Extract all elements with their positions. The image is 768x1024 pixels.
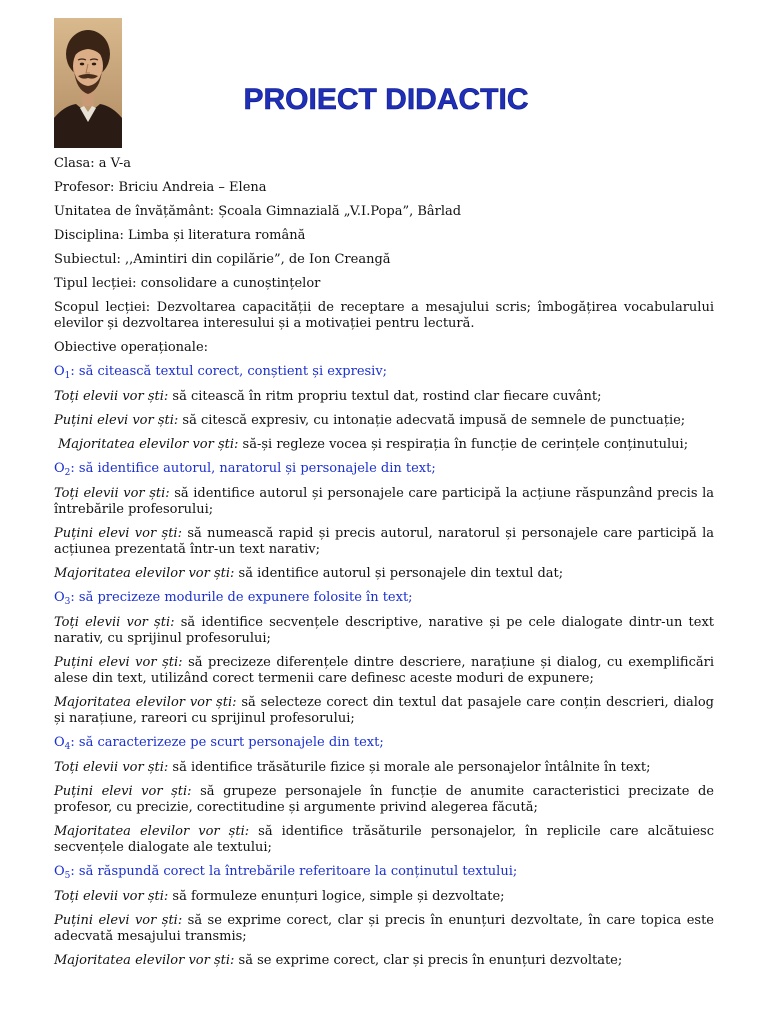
objective-1-toti: Toți elevii vor ști: să citească în ritm propriu textul dat, rostind clar fiecare cuvânt; <box>54 389 602 404</box>
clasa: Clasa: a V-a <box>54 156 132 171</box>
subiectul: Subiectul: ,,Amintiri din copilărie”, de Ion Creangă <box>54 252 391 267</box>
objective-4-majoritatea: Majoritatea elevilor vor ști: să identifice trăsăturile personajelor, în replicile care alcătuiesc secvențele dialogate ale textului; <box>54 824 714 855</box>
portrait-image <box>54 18 122 148</box>
objective-5: $O_5$: să răspundă corect la întrebările referitoare la conținutul textului; <box>54 864 518 881</box>
objective-5-putini: Puțini elevi vor ști: să se exprime corect, clar și precis în enunțuri dezvoltate, în care topica este adecvată mesajului transmis; <box>54 913 715 944</box>
tipul-lectiei: Tipul lecției: consolidare a cunoștințelor <box>54 276 321 291</box>
unitatea: Unitatea de învățământ: Școala Gimnazială „V.I.Popa”, Bârlad <box>54 204 462 219</box>
page-title-text: PROIECT DIDACTIC <box>243 83 529 116</box>
objective-5-toti: Toți elevii vor ști: să formuleze enunțuri logice, simple și dezvoltate; <box>54 889 505 904</box>
document-body <box>54 156 714 977</box>
objective-3-majoritatea: Majoritatea elevilor vor ști: să selecteze corect din textul dat pasajele care conțin descrieri, dialog și narațiune, rareori cu sprijinul profesorului; <box>54 695 714 726</box>
profesor: Profesor: Briciu Andreia – Elena <box>54 180 267 195</box>
objective-2-toti: Toți elevii vor ști: să identifice autorul și personajele care participă la acțiune răspunzând precis la întrebările profesorului; <box>54 486 714 517</box>
objective-5-majoritatea: Majoritatea elevilor vor ști: să se exprime corect, clar și precis în enunțuri dezvoltate; <box>54 953 623 968</box>
disciplina: Disciplina: Limba și literatura română <box>54 228 306 243</box>
obiective-label: Obiective operaționale: <box>54 340 209 355</box>
objective-2: $O_2$: să identifice autorul, naratorul și personajele din text; <box>54 461 436 478</box>
page-title <box>243 78 529 118</box>
objective-1-putini: Puțini elevi vor ști: să citescă expresiv, cu intonație adecvată impusă de semnele de punctuație; <box>54 413 686 428</box>
objective-4-toti: Toți elevii vor ști: să identifice trăsăturile fizice și morale ale personajelor întâlnite în text; <box>54 760 651 775</box>
objective-3-putini: Puțini elevi vor ști: să precizeze diferențele dintre descriere, narațiune și dialog, cu exemplificări alese din text, utilizând corect termenii care definesc aceste moduri de expunere; <box>54 655 715 686</box>
objective-2-majoritatea: Majoritatea elevilor vor ști: să identifice autorul și personajele din textul dat; <box>54 566 564 581</box>
objective-4: $O_4$: să caracterizeze pe scurt personajele din text; <box>54 735 384 752</box>
objective-1: $O_1$: să citească textul corect, conștient și expresiv; <box>54 364 388 381</box>
objective-3: $O_3$: să precizeze modurile de expunere folosite în text; <box>54 590 413 607</box>
objective-4-putini: Puțini elevi vor ști: să grupeze personajele în funcție de anumite caracteristici precizate de profesor, cu precizie, corectitudine și argumente privind alegerea făcută; <box>54 784 714 815</box>
objective-1-majoritatea: Majoritatea elevilor vor ști: să-și regleze vocea și respirația în funcție de cerințele conținutului; <box>58 437 689 452</box>
objective-2-putini: Puțini elevi vor ști: să numească rapid și precis autorul, naratorul și personajele care participă la acțiunea prezentată într-un text narativ; <box>54 526 714 557</box>
scopul-lectiei: Scopul lecției: Dezvoltarea capacității de receptare a mesajului scris; îmbogățirea vocabularului elevilor și dezvoltarea interesului și a motivației pentru lectură. <box>54 300 714 331</box>
objective-3-toti: Toți elevii vor ști: să identifice secvențele descriptive, narative și pe cele dialogate dintr-un text narativ, cu sprijinul profesorului; <box>54 615 714 646</box>
